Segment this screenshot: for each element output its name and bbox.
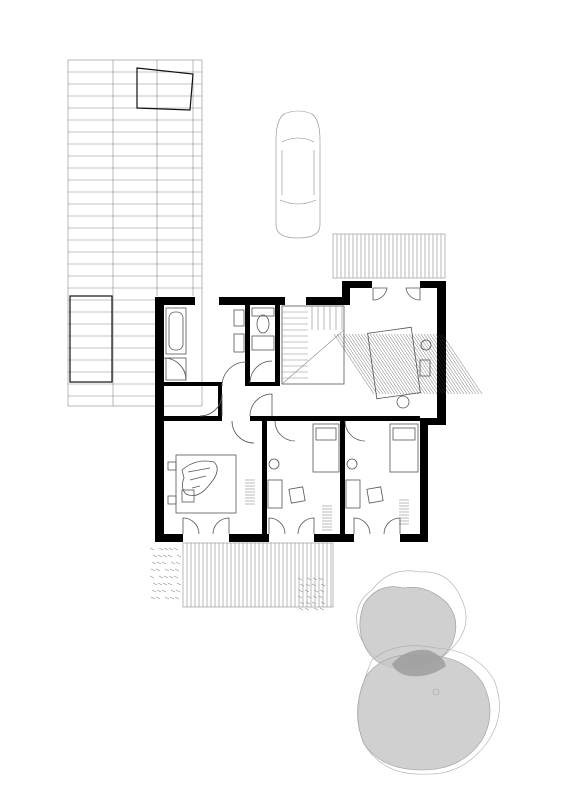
hatch-line — [159, 576, 163, 578]
hatch-line — [170, 597, 174, 599]
hatch-line — [385, 334, 425, 394]
hatch-line — [171, 590, 175, 592]
hatch-line — [346, 334, 386, 394]
hatch-line — [158, 583, 162, 585]
hatch-line — [320, 608, 324, 610]
hatch-line — [427, 334, 467, 394]
hatch-line — [334, 334, 374, 394]
hatch-line — [157, 590, 161, 592]
hatch-line — [391, 334, 431, 394]
hatch-line — [150, 576, 154, 578]
hatch-line — [430, 334, 470, 394]
hatch-line — [156, 597, 160, 599]
hatch-line — [152, 562, 156, 564]
parking-box — [137, 68, 193, 110]
staircase — [282, 306, 344, 384]
hatch-line — [300, 584, 304, 586]
hatch-line — [164, 576, 168, 578]
study — [334, 288, 482, 408]
hatch-line — [169, 548, 173, 550]
hatch-line — [394, 334, 434, 394]
bedroom-west — [168, 455, 255, 534]
hatch-line — [175, 569, 179, 571]
hatch-line — [164, 548, 168, 550]
hatch-line — [168, 555, 172, 557]
hatch-line — [379, 334, 419, 394]
hatch-line — [174, 548, 178, 550]
hatch-line — [162, 562, 166, 564]
hatch-line — [153, 583, 157, 585]
hatch-line — [307, 578, 311, 580]
hatch-line — [319, 596, 323, 598]
hatch-line — [150, 548, 154, 550]
hatch-line — [361, 334, 401, 394]
hatch-line — [177, 555, 181, 557]
hatch-line — [177, 583, 181, 585]
trees — [357, 571, 500, 774]
hatch-line — [306, 602, 310, 604]
hatch-line — [314, 608, 318, 610]
hatch-line — [364, 334, 404, 394]
hatch-line — [299, 590, 303, 592]
hatch-line — [151, 569, 155, 571]
terrace-decking-south — [183, 543, 333, 607]
hatch-line — [305, 608, 309, 610]
hatch-line — [358, 334, 398, 394]
hatch-line — [298, 596, 302, 598]
hatch-line — [162, 590, 166, 592]
hatch-line — [314, 590, 318, 592]
hatch-line — [300, 602, 304, 604]
hatch-line — [376, 334, 416, 394]
hatch-line — [158, 555, 162, 557]
hatch-line — [165, 569, 169, 571]
hatch-line — [175, 597, 179, 599]
hatch-line — [159, 548, 163, 550]
hatch-line — [163, 555, 167, 557]
hatch-line — [442, 334, 482, 394]
hatch-line — [176, 590, 180, 592]
hatch-line — [312, 602, 316, 604]
hatch-line — [306, 584, 310, 586]
hatch-line — [170, 569, 174, 571]
hatch-line — [340, 334, 380, 394]
hatch-line — [319, 578, 323, 580]
hatch-line — [168, 583, 172, 585]
wc — [250, 308, 274, 383]
hatch-line — [337, 334, 377, 394]
hatch-line — [320, 590, 324, 592]
bedroom-east — [346, 424, 418, 534]
hatch-line — [352, 334, 392, 394]
hatch-line — [388, 334, 428, 394]
hatch-line — [307, 596, 311, 598]
hatch-line — [299, 608, 303, 610]
hatch-line — [176, 562, 180, 564]
hatch-line — [151, 597, 155, 599]
hatch-line — [373, 334, 413, 394]
hatch-line — [153, 555, 157, 557]
terrace-decking-north — [333, 234, 445, 278]
hatch-line — [156, 569, 160, 571]
hatch-line — [169, 576, 173, 578]
vehicle-block — [70, 296, 112, 382]
hatch-line — [312, 584, 316, 586]
hatch-line — [171, 562, 175, 564]
bathroom — [164, 308, 246, 386]
hatch-line — [343, 334, 383, 394]
hatch-line — [370, 334, 410, 394]
bedroom-middle — [268, 424, 339, 534]
hatch-line — [174, 576, 178, 578]
hatch-line — [157, 562, 161, 564]
hatch-line — [367, 334, 407, 394]
hatch-line — [298, 578, 302, 580]
parked-car — [276, 111, 320, 238]
hatch-line — [165, 597, 169, 599]
hatch-line — [152, 590, 156, 592]
hatch-line — [163, 583, 167, 585]
